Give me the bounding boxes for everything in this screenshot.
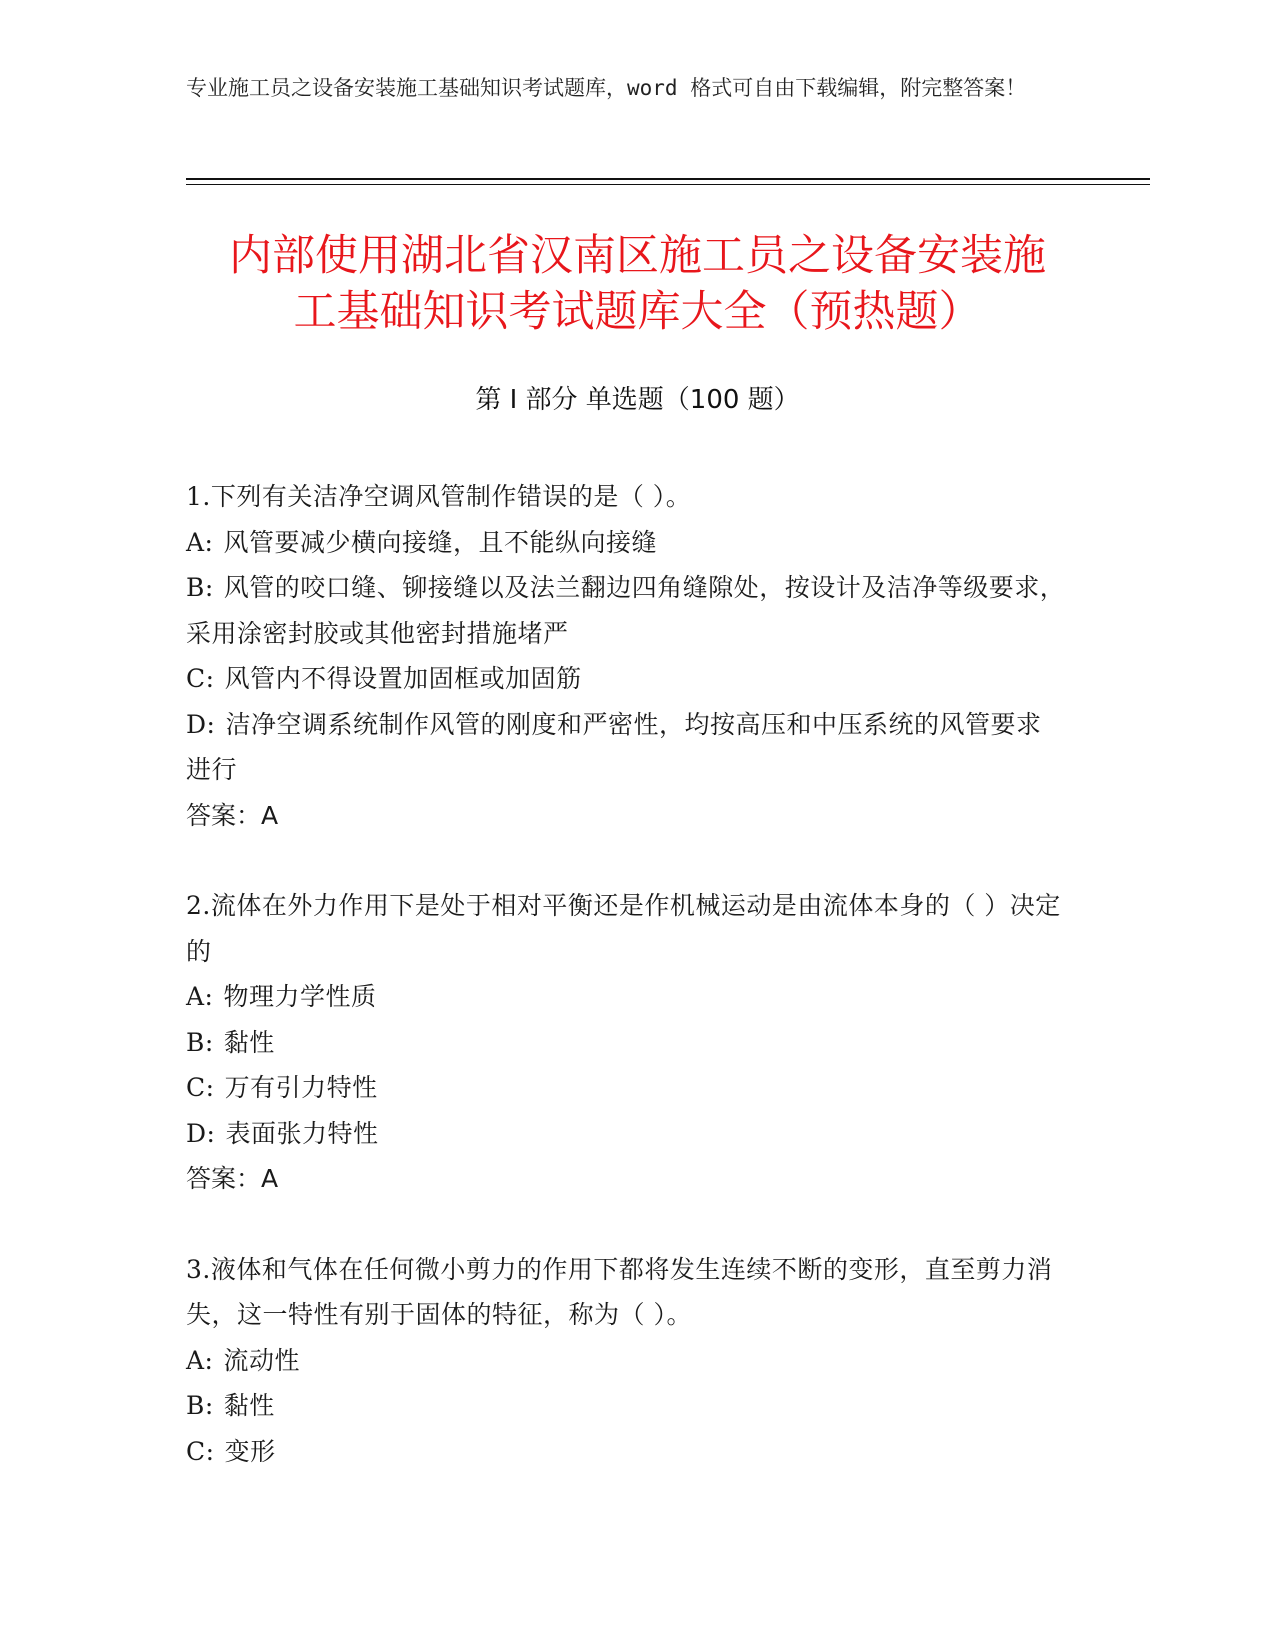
- option-text: 黏性: [223, 1027, 275, 1057]
- option-a: [186, 1338, 1066, 1384]
- question-3: [186, 1247, 1066, 1475]
- answer-line: 答案：A: [186, 1164, 279, 1193]
- option-c: [186, 656, 1066, 702]
- option-d: [186, 1111, 1066, 1157]
- option-c: [186, 1429, 1066, 1475]
- document-title-line-1: 内部使用湖北省汉南区施工员之设备安装施: [229, 231, 1046, 281]
- option-text: 洁净空调系统制作风管的刚度和严密性，均按高压和中压系统的风管要求进行: [186, 709, 1042, 784]
- option-key: D:: [186, 709, 216, 739]
- header-rule-thin: [186, 184, 1150, 185]
- option-d: [186, 702, 1066, 793]
- question-2: [186, 883, 1066, 1202]
- document-title: [160, 228, 1115, 340]
- option-text: 风管内不得设置加固框或加固筋: [224, 664, 582, 693]
- option-b: [186, 1020, 1066, 1066]
- option-key: B:: [186, 573, 214, 602]
- option-key: B:: [186, 1391, 214, 1420]
- option-text: 风管要减少横向接缝，且不能纵向接缝: [223, 527, 657, 557]
- option-key: B:: [186, 1027, 214, 1057]
- option-b: [186, 1383, 1066, 1429]
- option-key: C:: [186, 1073, 215, 1102]
- section-heading: 第 I 部分 单选题（100 题）: [475, 385, 800, 415]
- option-text: 万有引力特性: [224, 1073, 378, 1102]
- option-key: A:: [186, 1345, 214, 1375]
- option-text: 流动性: [223, 1345, 300, 1375]
- question-stem: 1.下列有关洁净空调风管制作错误的是（ ）。: [186, 482, 692, 511]
- option-text: 变形: [224, 1436, 276, 1466]
- question-1: [186, 474, 1066, 838]
- document-title-line-2: 工基础知识考试题库大全（预热题）: [293, 287, 982, 337]
- option-key: C:: [186, 1436, 215, 1466]
- option-key: C:: [186, 664, 215, 693]
- option-key: D:: [186, 1118, 216, 1148]
- option-text: 表面张力特性: [225, 1118, 379, 1148]
- option-text: 物理力学性质: [223, 982, 377, 1011]
- option-key: A:: [186, 527, 214, 557]
- header-note: 专业施工员之设备安装施工基础知识考试题库，word 格式可自由下载编辑，附完整答案！: [186, 76, 1027, 100]
- answer-line: 答案：A: [186, 800, 279, 830]
- option-a: [186, 974, 1066, 1020]
- option-text: 黏性: [223, 1391, 275, 1420]
- option-a: [186, 520, 1066, 566]
- option-text: 风管的咬口缝、铆接缝以及法兰翻边四角缝隙处，按设计及洁净等级要求，采用涂密封胶或其他密封措施堵严: [186, 573, 1066, 648]
- header-rule-thick: [186, 178, 1150, 180]
- question-stem: 2.流体在外力作用下是处于相对平衡还是作机械运动是由流体本身的（ ）决定的: [186, 891, 1061, 966]
- option-b: [186, 565, 1066, 656]
- option-c: [186, 1065, 1066, 1111]
- question-list: [186, 474, 1066, 1474]
- question-stem: 3.液体和气体在任何微小剪力的作用下都将发生连续不断的变形，直至剪力消失，这一特性有别于固体的特征，称为（ ）。: [186, 1254, 1053, 1329]
- option-key: A:: [186, 982, 214, 1011]
